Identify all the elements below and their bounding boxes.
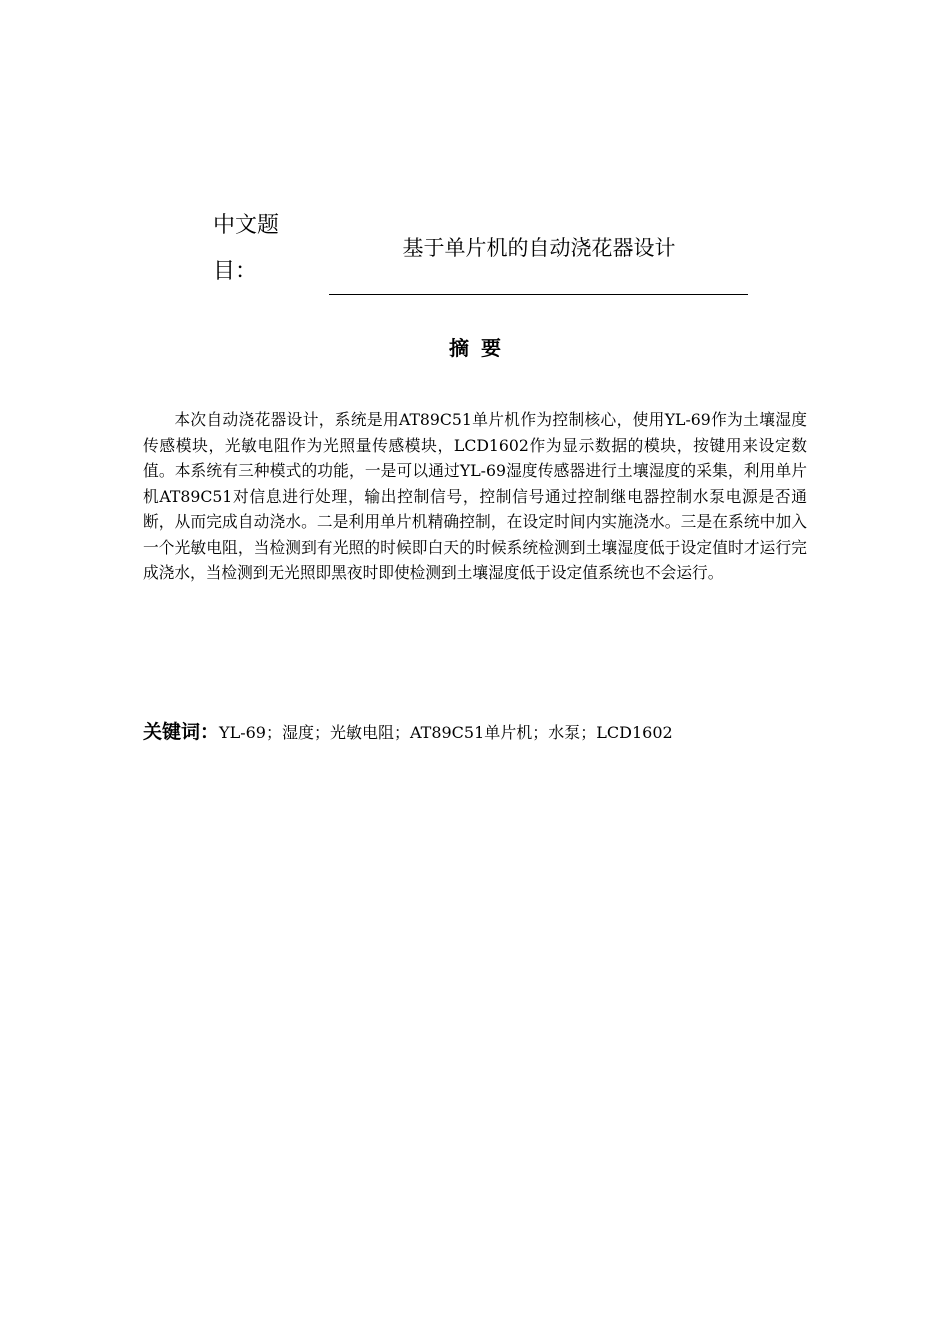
title-underline bbox=[329, 294, 748, 295]
keywords-label: 关键词： bbox=[143, 721, 220, 743]
abstract-body: 本次自动浇花器设计，系统是用AT89C51单片机作为控制核心，使用YL-69作为土壤湿度传感模块，光敏电阻作为光照量传感模块，LCD1602作为显示数据的模块，按键用来设定数值。本系统有三种模式的功能，一是可以通过YL-69湿度传感器进行土壤湿度的采集，利用单片机AT89C51对信息进行处理，输出控制信号，控制信号通过控制继电器控制水泵电源是否通断，从而完成自动浇水。二是利用单片机精确控制，在设定时间内实施浇水。三是在系统中加入一个光敏电阻，当检测到有光照的时候即白天的时候系统检测到土壤湿度低于设定值时才运行完成浇水，当检测到无光照即黑夜时即使检测到土壤湿度低于设定值系统也不会运行。 bbox=[143, 410, 807, 582]
abstract-heading: 摘要 bbox=[449, 336, 513, 360]
thesis-title: 基于单片机的自动浇花器设计 bbox=[402, 236, 676, 260]
title-label: 中文题目： bbox=[213, 213, 280, 284]
keywords-text: YL-69；湿度；光敏电阻；AT89C51单片机；水泵；LCD1602 bbox=[219, 723, 673, 742]
keywords-line bbox=[143, 718, 823, 747]
